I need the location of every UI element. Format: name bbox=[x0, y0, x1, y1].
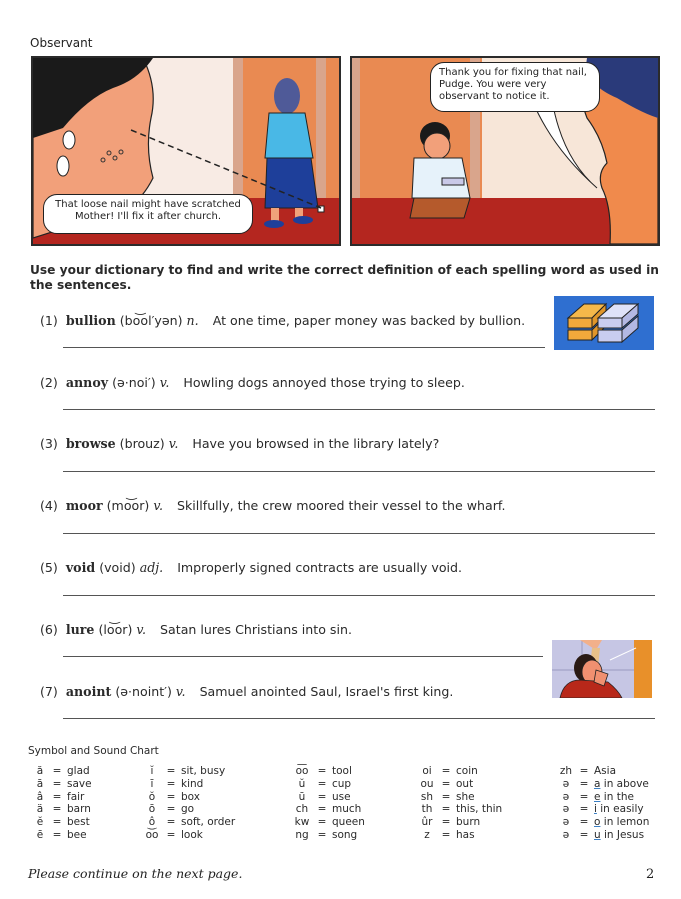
spelling-item-5 bbox=[40, 560, 462, 575]
sound-chart-row bbox=[33, 829, 92, 842]
sound-symbol: ô bbox=[148, 816, 156, 829]
sound-symbol: â bbox=[36, 790, 44, 803]
sound-chart-row bbox=[418, 778, 502, 791]
item-pronunciation: (lo͝or) bbox=[98, 622, 133, 637]
sound-example: cup bbox=[332, 777, 352, 790]
item-word: bullion bbox=[65, 313, 116, 328]
page-number: 2 bbox=[646, 867, 655, 882]
item-number: (2) bbox=[40, 375, 58, 390]
sound-chart-row bbox=[292, 816, 365, 829]
sound-symbol: ō bbox=[148, 803, 156, 816]
sound-example: look bbox=[181, 828, 203, 841]
item-sentence: Have you browsed in the library lately? bbox=[192, 436, 440, 451]
answer-line-3[interactable] bbox=[63, 471, 655, 472]
sound-example: queen bbox=[332, 816, 365, 829]
sound-symbol: ə bbox=[562, 828, 570, 841]
sound-chart-row bbox=[418, 765, 502, 778]
sound-chart-row bbox=[558, 791, 649, 804]
sound-chart-row bbox=[418, 816, 502, 829]
item-pronunciation: (mo͝or) bbox=[106, 498, 150, 513]
sound-example: sit, busy bbox=[181, 765, 226, 777]
equals-sign: = bbox=[441, 777, 451, 790]
item-part-of-speech: n. bbox=[186, 313, 199, 328]
equals-sign: = bbox=[166, 828, 176, 841]
sound-chart-row bbox=[33, 778, 92, 791]
item-part-of-speech: v. bbox=[168, 436, 179, 451]
comic-panel-2 bbox=[350, 56, 660, 246]
answer-line-7[interactable] bbox=[63, 718, 655, 719]
item-part-of-speech: v. bbox=[153, 498, 163, 513]
sound-symbol: ŭ bbox=[298, 777, 306, 790]
equals-sign: = bbox=[52, 828, 62, 841]
item-pronunciation: (ə·noi′) bbox=[112, 375, 156, 390]
equals-sign: = bbox=[52, 816, 62, 829]
sound-symbol: ĭ bbox=[150, 765, 154, 777]
answer-line-5[interactable] bbox=[63, 595, 655, 596]
sound-chart-row bbox=[33, 765, 92, 778]
spelling-item-3 bbox=[40, 436, 439, 451]
sound-symbol: ē bbox=[36, 828, 44, 841]
sound-example: in above bbox=[600, 777, 649, 790]
sound-example: out bbox=[456, 777, 474, 790]
sound-chart-row bbox=[33, 803, 92, 816]
equals-sign: = bbox=[579, 790, 589, 803]
equals-sign: = bbox=[166, 790, 176, 803]
item-word: browse bbox=[65, 436, 116, 451]
sound-chart-row bbox=[292, 778, 365, 791]
sound-symbol: ā bbox=[36, 777, 44, 790]
sound-example: save bbox=[67, 777, 92, 790]
sound-example: use bbox=[332, 790, 351, 803]
sound-example: barn bbox=[67, 803, 91, 816]
sound-symbol: ch bbox=[295, 803, 309, 816]
sound-chart-column-5 bbox=[558, 765, 649, 842]
equals-sign: = bbox=[441, 803, 451, 816]
equals-sign: = bbox=[441, 828, 451, 841]
sound-chart-row bbox=[33, 816, 92, 829]
sound-chart-row bbox=[143, 778, 235, 791]
speech-bubble-1: That loose nail might have scratched Mother! I'll fix it after church. bbox=[43, 194, 253, 234]
sound-symbol: ou bbox=[420, 777, 434, 790]
answer-line-2[interactable] bbox=[63, 409, 655, 410]
item-word: lure bbox=[65, 622, 95, 637]
sound-symbol: ə bbox=[562, 790, 570, 803]
sound-symbol: zh bbox=[559, 765, 573, 777]
sound-example: best bbox=[67, 816, 90, 829]
equals-sign: = bbox=[52, 790, 62, 803]
sound-symbol: ä bbox=[36, 803, 44, 816]
sound-chart-title: Symbol and Sound Chart bbox=[28, 745, 159, 757]
item-sentence: Satan lures Christians into sin. bbox=[160, 622, 352, 637]
sound-symbol: o͞o bbox=[295, 765, 309, 777]
equals-sign: = bbox=[166, 816, 176, 829]
spelling-item-2 bbox=[40, 375, 465, 390]
anointing-illustration bbox=[552, 640, 652, 698]
sound-chart-row bbox=[292, 791, 365, 804]
sound-symbol: ûr bbox=[421, 816, 433, 829]
sound-chart-row bbox=[143, 829, 235, 842]
equals-sign: = bbox=[579, 803, 589, 816]
answer-line-1[interactable] bbox=[63, 347, 545, 348]
sound-symbol: ng bbox=[295, 828, 309, 841]
sound-example: box bbox=[181, 790, 200, 803]
item-word: moor bbox=[65, 498, 103, 513]
lesson-title: Observant bbox=[30, 36, 93, 50]
sound-symbol: ə bbox=[562, 816, 570, 829]
item-sentence: Skillfully, the crew moored their vessel to the wharf. bbox=[176, 498, 506, 513]
bullion-illustration bbox=[554, 296, 654, 350]
equals-sign: = bbox=[317, 790, 327, 803]
sound-example: go bbox=[181, 803, 195, 816]
sound-example: in easily bbox=[596, 803, 644, 816]
equals-sign: = bbox=[441, 790, 451, 803]
sound-example: in the bbox=[600, 790, 634, 803]
sound-example: bee bbox=[67, 828, 87, 841]
item-sentence: Howling dogs annoyed those trying to sleep. bbox=[183, 375, 465, 390]
sound-example: fair bbox=[67, 790, 85, 803]
sound-symbol: th bbox=[421, 803, 433, 816]
spelling-item-4 bbox=[40, 498, 505, 513]
sound-example-letter: a bbox=[594, 777, 601, 790]
item-number: (6) bbox=[40, 622, 58, 637]
sound-example: this, thin bbox=[456, 803, 503, 816]
item-part-of-speech: v. bbox=[159, 375, 170, 390]
item-word: anoint bbox=[65, 684, 112, 699]
sound-example: kind bbox=[181, 777, 204, 790]
sound-chart-column-1 bbox=[33, 765, 92, 842]
sound-symbol: sh bbox=[420, 790, 434, 803]
speech-bubble-2: Thank you for fixing that nail, Pudge. You were very observant to notice it. bbox=[430, 62, 600, 112]
sound-symbol: oi bbox=[422, 765, 432, 777]
sound-example: soft, order bbox=[181, 816, 236, 829]
item-number: (4) bbox=[40, 498, 58, 513]
item-number: (5) bbox=[40, 560, 58, 575]
item-part-of-speech: adj. bbox=[139, 560, 164, 575]
sound-chart-row bbox=[292, 765, 365, 778]
equals-sign: = bbox=[317, 816, 327, 829]
sound-chart-row bbox=[143, 803, 235, 816]
sound-chart-row bbox=[558, 803, 649, 816]
continue-note: Please continue on the next page. bbox=[28, 866, 243, 881]
equals-sign: = bbox=[317, 828, 327, 841]
sound-symbol: kw bbox=[294, 816, 310, 829]
item-pronunciation: (bo͝ol′yən) bbox=[119, 313, 183, 328]
instructions: Use your dictionary to find and write the correct definition of each spelling word as used in the sentences. bbox=[30, 263, 659, 292]
equals-sign: = bbox=[166, 777, 176, 790]
sound-example: has bbox=[456, 828, 475, 841]
item-number: (7) bbox=[40, 684, 58, 699]
equals-sign: = bbox=[317, 765, 327, 777]
sound-chart-row bbox=[418, 803, 502, 816]
equals-sign: = bbox=[52, 765, 62, 777]
item-pronunciation: (ə·noint′) bbox=[115, 684, 172, 699]
item-word: annoy bbox=[65, 375, 109, 390]
sound-chart-row bbox=[143, 791, 235, 804]
equals-sign: = bbox=[579, 816, 589, 829]
sound-symbol: ă bbox=[36, 765, 44, 777]
sound-symbol: ū bbox=[298, 790, 306, 803]
sound-chart-column-3 bbox=[292, 765, 365, 842]
spelling-item-7 bbox=[40, 684, 453, 699]
sound-symbol: z bbox=[424, 828, 430, 841]
equals-sign: = bbox=[166, 803, 176, 816]
item-number: (3) bbox=[40, 436, 58, 451]
item-sentence: At one time, paper money was backed by bullion. bbox=[212, 313, 526, 328]
sound-example-letter: i bbox=[594, 803, 597, 816]
item-part-of-speech: v. bbox=[175, 684, 186, 699]
sound-example-letter: o bbox=[594, 816, 601, 829]
equals-sign: = bbox=[317, 803, 327, 816]
sound-chart-row bbox=[418, 791, 502, 804]
sound-symbol: ŏ bbox=[148, 790, 156, 803]
item-sentence: Improperly signed contracts are usually void. bbox=[177, 560, 463, 575]
sound-symbol: ĕ bbox=[36, 816, 44, 829]
equals-sign: = bbox=[579, 828, 589, 841]
sound-chart-row bbox=[292, 829, 365, 842]
spelling-item-1 bbox=[40, 313, 525, 328]
sound-symbol: ī bbox=[150, 777, 154, 790]
equals-sign: = bbox=[166, 765, 176, 777]
sound-example: in lemon bbox=[600, 816, 650, 829]
sound-example-letter: e bbox=[594, 790, 601, 803]
equals-sign: = bbox=[52, 777, 62, 790]
equals-sign: = bbox=[579, 765, 589, 777]
sound-chart-row bbox=[558, 816, 649, 829]
equals-sign: = bbox=[317, 777, 327, 790]
comic-panel-1 bbox=[31, 56, 341, 246]
item-pronunciation: (void) bbox=[99, 560, 136, 575]
spelling-item-6 bbox=[40, 622, 352, 637]
item-word: void bbox=[65, 560, 96, 575]
answer-line-6[interactable] bbox=[63, 656, 543, 657]
equals-sign: = bbox=[441, 816, 451, 829]
sound-symbol: ə bbox=[562, 777, 570, 790]
sound-example: burn bbox=[456, 816, 481, 829]
sound-chart-row bbox=[558, 778, 649, 791]
sound-chart-row bbox=[558, 829, 649, 842]
sound-chart-column-2 bbox=[143, 765, 235, 842]
sound-example: tool bbox=[332, 765, 352, 777]
item-sentence: Samuel anointed Saul, Israel's first king. bbox=[199, 684, 454, 699]
sound-example: Asia bbox=[594, 765, 617, 777]
item-pronunciation: (brouz) bbox=[119, 436, 165, 451]
item-part-of-speech: v. bbox=[136, 622, 147, 637]
sound-chart-row bbox=[143, 816, 235, 829]
equals-sign: = bbox=[579, 777, 589, 790]
sound-chart-row bbox=[143, 765, 235, 778]
sound-example: she bbox=[456, 790, 475, 803]
sound-chart-row bbox=[292, 803, 365, 816]
sound-symbol: o͝o bbox=[145, 828, 159, 841]
sound-chart-row bbox=[558, 765, 649, 778]
sound-example: coin bbox=[456, 765, 478, 777]
sound-example: in Jesus bbox=[600, 828, 645, 841]
equals-sign: = bbox=[52, 803, 62, 816]
sound-example-letter: u bbox=[594, 828, 601, 841]
sound-chart-column-4 bbox=[418, 765, 502, 842]
sound-example: song bbox=[332, 828, 358, 841]
equals-sign: = bbox=[441, 765, 451, 777]
sound-example: much bbox=[332, 803, 362, 816]
sound-symbol: ə bbox=[562, 803, 570, 816]
sound-chart-row bbox=[418, 829, 502, 842]
sound-chart-row bbox=[33, 791, 92, 804]
item-number: (1) bbox=[40, 313, 58, 328]
answer-line-4[interactable] bbox=[63, 533, 655, 534]
sound-example: glad bbox=[67, 765, 90, 777]
